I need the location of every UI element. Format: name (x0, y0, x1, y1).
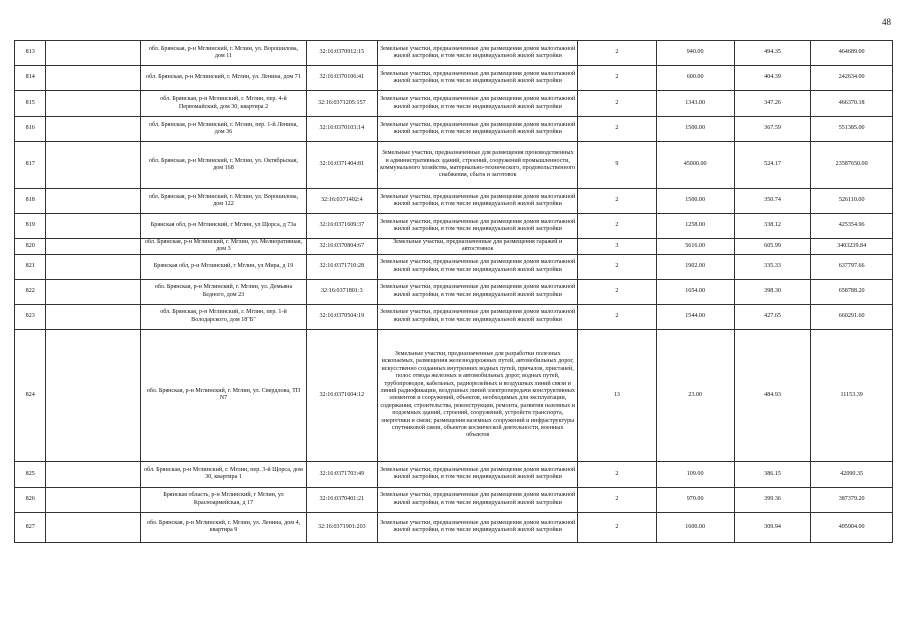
area-cell: 1343.00 (656, 91, 734, 117)
row-number-cell: 819 (15, 214, 46, 239)
cadastral-value-cell: 387379.20 (811, 487, 893, 512)
specific-value-cell: 347.26 (734, 91, 811, 117)
table-row (15, 142, 893, 189)
table-row (15, 304, 893, 329)
cadastral-value-cell: 42090.35 (811, 461, 893, 487)
area-cell: 23.00 (656, 329, 734, 461)
cadastral-number-cell: 32:16:0371901:203 (306, 512, 378, 542)
address-cell: обл. Брянская, р-н Мглинский, г. Мглин, ул. Ленина, дом 4, квартира 9 (141, 512, 306, 542)
address-cell: обл. Брянская, р-н Мглинский, г. Мглин, ул. Мелиоративная, дом 3 (141, 239, 306, 255)
area-cell: 1600.00 (656, 512, 734, 542)
address-cell: Брянская обл, р-н Мглинский, г Мглин, ул Мира, д 19 (141, 254, 306, 279)
cadastral-value-cell: 425354.96 (811, 214, 893, 239)
use-group-cell: 2 (578, 91, 656, 117)
permitted-use-cell: Земельные участки, предназначенные для размещения домов малоэтажной жилой застройки, в том числе индивидуальной жилой застройки (378, 279, 578, 304)
specific-value-cell: 386.15 (734, 461, 811, 487)
table-row (15, 279, 893, 304)
address-cell: обл. Брянская, р-н Мглинский, г. Мглин, пер. 3-й Щорса, дом 30, квартира 1 (141, 461, 306, 487)
address-cell: Брянская область, р-н Мглинский, г Мглин, ул Красноармейская, д 17 (141, 487, 306, 512)
permitted-use-cell: Земельные участки, предназначенные для размещения домов малоэтажной жилой застройки, в том числе индивидуальной жилой застройки (378, 512, 578, 542)
cadastral-number-cell: 32:16:0370504:19 (306, 304, 378, 329)
table-row (15, 214, 893, 239)
table-row (15, 329, 893, 461)
cadastral-number-cell: 32:16:0371604:12 (306, 329, 378, 461)
cadastral-value-cell: 660291.60 (811, 304, 893, 329)
row-number-cell: 816 (15, 117, 46, 142)
table-row (15, 239, 893, 255)
use-group-cell: 2 (578, 254, 656, 279)
address-cell: обл. Брянская, р-н Мглинский, г. Мглин, пер. 1-й Володарского, дом 18"Б" (141, 304, 306, 329)
cadastral-number-cell: 32:16:0370912:15 (306, 41, 378, 66)
area-cell: 1902.00 (656, 254, 734, 279)
address-cell: обл. Брянская, р-н Мглинский, г. Мглин, ул. Ворошилова, дом 122 (141, 189, 306, 214)
table-row (15, 189, 893, 214)
area-cell: 109.00 (656, 461, 734, 487)
table-row (15, 512, 893, 542)
specific-value-cell: 404.39 (734, 66, 811, 91)
empty-cell (46, 254, 141, 279)
use-group-cell: 2 (578, 214, 656, 239)
use-group-cell: 3 (578, 239, 656, 255)
permitted-use-cell: Земельные участки, предназначенные для размещения гаражей и автостоянок (378, 239, 578, 255)
cadastral-number-cell: 32:16:0371404:81 (306, 142, 378, 189)
use-group-cell: 2 (578, 189, 656, 214)
cadastral-value-cell: 658788.20 (811, 279, 893, 304)
specific-value-cell: 338.12 (734, 214, 811, 239)
table-row (15, 487, 893, 512)
empty-cell (46, 239, 141, 255)
specific-value-cell: 367.59 (734, 117, 811, 142)
use-group-cell: 2 (578, 66, 656, 91)
cadastral-number-cell: 32:16:0370103:14 (306, 117, 378, 142)
permitted-use-cell: Земельные участки, предназначенные для размещения домов малоэтажной жилой застройки, в том числе индивидуальной жилой застройки (378, 254, 578, 279)
cadastral-number-cell: 32:16:0371703:49 (306, 461, 378, 487)
specific-value-cell: 484.93 (734, 329, 811, 461)
address-cell: обл. Брянская, р-н Мглинский, г. Мглин, ул. Ленина, дом 71 (141, 66, 306, 91)
area-cell: 5616.00 (656, 239, 734, 255)
table-row (15, 117, 893, 142)
permitted-use-cell: Земельные участки, предназначенные для размещения домов малоэтажной жилой застройки, в том числе индивидуальной жилой застройки (378, 117, 578, 142)
specific-value-cell: 335.33 (734, 254, 811, 279)
row-number-cell: 814 (15, 66, 46, 91)
area-cell: 940.00 (656, 41, 734, 66)
cadastral-value-cell: 3403239.84 (811, 239, 893, 255)
empty-cell (46, 304, 141, 329)
address-cell: обл. Брянская, р-н Мглинский, г. Мглин, ул. Октябрьская, дом 168 (141, 142, 306, 189)
empty-cell (46, 91, 141, 117)
use-group-cell: 2 (578, 487, 656, 512)
cadastral-value-cell: 23587650.00 (811, 142, 893, 189)
table-row (15, 461, 893, 487)
use-group-cell: 2 (578, 512, 656, 542)
area-cell: 1654.00 (656, 279, 734, 304)
table-body (15, 41, 893, 543)
cadastral-value-cell: 637797.66 (811, 254, 893, 279)
permitted-use-cell: Земельные участки, предназначенные для размещения производственных и административных зданий, строений, сооружений промышленности, коммунального хозяйства, материально-технического, продовольственного снабжения, сбыта и заготовок (378, 142, 578, 189)
address-cell: обл. Брянская, р-н Мглинский, г. Мглин, ул. Демьяна Бедного, дом 23 (141, 279, 306, 304)
use-group-cell: 2 (578, 41, 656, 66)
cadastral-number-cell: 32:16:0371205:157 (306, 91, 378, 117)
address-cell: обл. Брянская, р-н Мглинский, г. Мглин, пер. 1-й Ленина, дом 36 (141, 117, 306, 142)
row-number-cell: 820 (15, 239, 46, 255)
cadastral-value-cell: 11153.39 (811, 329, 893, 461)
empty-cell (46, 329, 141, 461)
empty-cell (46, 279, 141, 304)
row-number-cell: 823 (15, 304, 46, 329)
permitted-use-cell: Земельные участки, предназначенные для размещения домов малоэтажной жилой застройки, в том числе индивидуальной жилой застройки (378, 304, 578, 329)
row-number-cell: 826 (15, 487, 46, 512)
cadastral-value-table (14, 40, 893, 543)
cadastral-number-cell: 32:16:0370401:21 (306, 487, 378, 512)
use-group-cell: 2 (578, 279, 656, 304)
use-group-cell: 2 (578, 304, 656, 329)
page-number: 48 (882, 17, 891, 27)
empty-cell (46, 117, 141, 142)
cadastral-number-cell: 32:16:0370804:67 (306, 239, 378, 255)
row-number-cell: 827 (15, 512, 46, 542)
cadastral-number-cell: 32:16:0370106:41 (306, 66, 378, 91)
empty-cell (46, 214, 141, 239)
row-number-cell: 815 (15, 91, 46, 117)
specific-value-cell: 494.35 (734, 41, 811, 66)
specific-value-cell: 309.94 (734, 512, 811, 542)
cadastral-value-cell: 464689.00 (811, 41, 893, 66)
table-row (15, 41, 893, 66)
row-number-cell: 822 (15, 279, 46, 304)
table-row (15, 254, 893, 279)
area-cell: 970.00 (656, 487, 734, 512)
specific-value-cell: 427.65 (734, 304, 811, 329)
area-cell: 1500.00 (656, 189, 734, 214)
row-number-cell: 818 (15, 189, 46, 214)
address-cell: обл. Брянская, р-н Мглинский, г. Мглин, ул. Свердлова, ТП N7 (141, 329, 306, 461)
permitted-use-cell: Земельные участки, предназначенные для размещения домов малоэтажной жилой застройки, в том числе индивидуальной жилой застройки (378, 91, 578, 117)
cadastral-number-cell: 32:16:0371609:37 (306, 214, 378, 239)
permitted-use-cell: Земельные участки, предназначенные для размещения домов малоэтажной жилой застройки, в том числе индивидуальной жилой застройки (378, 461, 578, 487)
empty-cell (46, 487, 141, 512)
cadastral-value-cell: 551385.00 (811, 117, 893, 142)
specific-value-cell: 399.36 (734, 487, 811, 512)
permitted-use-cell: Земельные участки, предназначенные для разработки полезных ископаемых, размещения железнодорожных путей, автомобильных дорог, искусственно созданных внутренних водных путей, причалов, пристаней, полос отвода железных и автомобильных дорог, водных путей, трубопроводов, кабельных, радиорелейных и воздушных линий связи и линий радиофикации, воздушных линий электропередачи конструктивных элементов и сооружений, объектов, необходимых для эксплуатации, содержания, строительства, реконструкции, ремонта, развития наземных и подземных зданий, строений, сооружений, устройств транспорта, энергетики и связи; размещения наземных сооружений и инфраструктуры спутниковой связи, объектов космической деятельности, военных объектов (378, 329, 578, 461)
permitted-use-cell: Земельные участки, предназначенные для размещения домов малоэтажной жилой застройки, в том числе индивидуальной жилой застройки (378, 189, 578, 214)
area-cell: 600.00 (656, 66, 734, 91)
cadastral-value-cell: 466370.18 (811, 91, 893, 117)
cadastral-number-cell: 32:16:0371710:28 (306, 254, 378, 279)
permitted-use-cell: Земельные участки, предназначенные для размещения домов малоэтажной жилой застройки, в том числе индивидуальной жилой застройки (378, 66, 578, 91)
area-cell: 1500.00 (656, 117, 734, 142)
cadastral-number-cell: 32:16:0371801:3 (306, 279, 378, 304)
row-number-cell: 825 (15, 461, 46, 487)
use-group-cell: 9 (578, 142, 656, 189)
empty-cell (46, 142, 141, 189)
row-number-cell: 813 (15, 41, 46, 66)
cadastral-number-cell: 32:16:0371402:4 (306, 189, 378, 214)
empty-cell (46, 512, 141, 542)
empty-cell (46, 461, 141, 487)
cadastral-value-cell: 242634.00 (811, 66, 893, 91)
cadastral-value-cell: 526110.00 (811, 189, 893, 214)
address-cell: обл. Брянская, р-н Мглинский, г. Мглин, пер. 4-й Первомайский, дом 30, квартира 2 (141, 91, 306, 117)
area-cell: 45000.00 (656, 142, 734, 189)
empty-cell (46, 66, 141, 91)
table-row (15, 91, 893, 117)
specific-value-cell: 398.30 (734, 279, 811, 304)
use-group-cell: 13 (578, 329, 656, 461)
row-number-cell: 824 (15, 329, 46, 461)
specific-value-cell: 605.99 (734, 239, 811, 255)
empty-cell (46, 189, 141, 214)
address-cell: Брянская обл, р-н Мглинский, г Мглин, ул Щорса, д 73а (141, 214, 306, 239)
permitted-use-cell: Земельные участки, предназначенные для размещения домов малоэтажной жилой застройки, в том числе индивидуальной жилой застройки (378, 487, 578, 512)
area-cell: 1258.00 (656, 214, 734, 239)
table-row (15, 66, 893, 91)
specific-value-cell: 350.74 (734, 189, 811, 214)
cadastral-value-cell: 495904.00 (811, 512, 893, 542)
use-group-cell: 2 (578, 117, 656, 142)
area-cell: 1544.00 (656, 304, 734, 329)
empty-cell (46, 41, 141, 66)
permitted-use-cell: Земельные участки, предназначенные для размещения домов малоэтажной жилой застройки, в том числе индивидуальной жилой застройки (378, 214, 578, 239)
specific-value-cell: 524.17 (734, 142, 811, 189)
address-cell: обл. Брянская, р-н Мглинский, г. Мглин, ул. Ворошилова, дом 11 (141, 41, 306, 66)
use-group-cell: 2 (578, 461, 656, 487)
row-number-cell: 817 (15, 142, 46, 189)
permitted-use-cell: Земельные участки, предназначенные для размещения домов малоэтажной жилой застройки, в том числе индивидуальной жилой застройки (378, 41, 578, 66)
row-number-cell: 821 (15, 254, 46, 279)
